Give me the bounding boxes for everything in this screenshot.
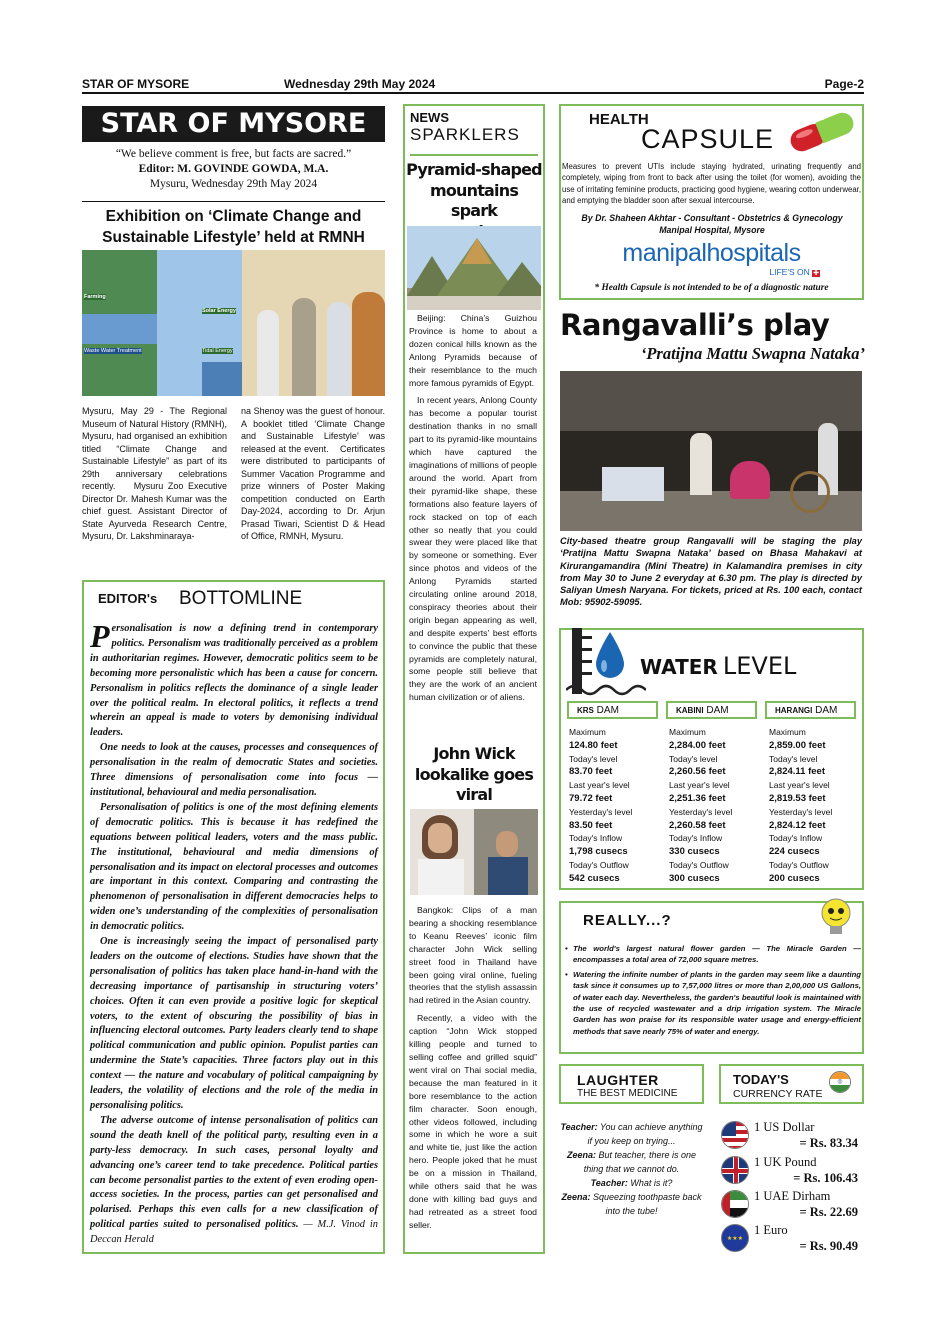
currency-value: = Rs. 106.43 [793, 1171, 858, 1185]
us-flag-icon [721, 1121, 749, 1149]
really-item: • The world's largest natural flower garden — The Miracle Garden — encompasses a total area of 72,000 square metres. [565, 944, 861, 965]
plus-icon: ✚ [813, 270, 819, 277]
uk-flag-icon [721, 1156, 749, 1184]
editorial-paragraph: ersonalisation is now a defining trend in contemporary politics. Personalism was traditionally perceived as a problem in authoritarian regimes. However, democratic politics seem to be becoming more personalistic which has been a cause for concern. Personalism in politics reflects the dominance of a single leader over the political realm. In electoral politics, it reflects a trend wherein an appeal is made to voters by demonising individual leaders. [90, 623, 378, 739]
editorial-paragraph: Personalisation of politics is one of the most defining elements of democratic politics. This is because it has redefined the equations between political leaders, voters and the mass public. The institutional, behavioural and media dimensions of personalisation and its impact on electoral processes and outcomes are important in this context. Comparing and contrasting the phenomenon of personalisation in different democracies helps to widen one’s understanding of the complexities of personalisation in democratic politics. [90, 801, 378, 933]
krs-dam-data: Maximum 124.80 feet Today's level 83.70 feet Last year's level 79.72 feet Yesterday's level 83.50 feet Today's Inflow 1,798 cusecs Today's Outflow 542 cusecs [569, 727, 633, 884]
manipal-tag-text: LIFE'S ON [769, 267, 810, 277]
john-wick-paragraph: Recently, a video with the caption “John Wick stopped killing people and turned to selling coffee and grilled squid” went viral on Thai social media, because the man featured in it bore resemblance to the action film character. Soon enough, other videos followed, including some in which he wore a suit and white tie, just like the action hero. People joked that he must be on a mission in Thailand, while others said that he was done with killing bad guys and had retreated as a street food seller. [409, 1013, 537, 1230]
editorial-paragraph: The adverse outcome of intense personalisation of politics can sound the death knell of the political party, resulting even in a party-less democracy. In such cases, personal loyalty and advancing one’s career tend to take precedence. Political parties can become personalist parties to the extent of even eroding open-access societies. In the process, parties can get personalised and polarised. Perhaps this even calls for a new classification of political parties suited to personalised politics. [90, 1114, 378, 1231]
currency-unit: 1 Euro [754, 1223, 788, 1237]
eu-flag-icon: ★★★ [721, 1224, 749, 1252]
photo-label: Solar Energy [202, 308, 236, 314]
dam-name-suffix: DAM [596, 705, 619, 716]
pyramid-paragraph: In recent years, Anlong County has become a popular tourist destination thanks in no small part to its pyramid-like mountains which have captured the imaginations of millions of people around the world. Apart from their pyramid-like shape, these formations also feature layers of rock stacked on top of each other so neatly that you could swear they were placed like that by someone or something. Ever since photos and videos of the Anlong Pyramids started circulating online around 2018, conspiracy theories about their origin began appearing as well, and despite experts’ best efforts to convince the public that these pyramids are completely natural, some people still believe that they are the work of an ancient human civilization or of aliens. [409, 395, 537, 703]
currency-aed [754, 1188, 858, 1220]
rangavalli-photo [560, 371, 862, 531]
currency-label-box [719, 1064, 864, 1104]
currency-sub: CURRENCY RATE [733, 1088, 823, 1100]
harangi-dam-label [765, 701, 856, 719]
harangi-dam-data: Maximum 2,859.00 feet Today's level 2,824.11 feet Last year's level 2,819.53 feet Yesterday's level 2,824.12 feet Today's Inflow 224 cusecs Today's Outflow 200 cusecs [769, 727, 833, 884]
page-header [82, 76, 864, 94]
really-label-box [559, 901, 864, 937]
health-label-bold: HEALTH [589, 111, 649, 128]
editorial-text [90, 618, 378, 1248]
editorial-label-bold: EDITOR's [98, 591, 158, 606]
laughter-sub: THE BEST MEDICINE [577, 1088, 678, 1099]
pyramid-photo [407, 226, 541, 310]
editorial-paragraph: One is increasingly seeing the impact of personalised party leaders on the outcome of elections. Studies have shown that the personalisation of politics has taken place hand-in-hand with the decreasing importance of partisanship in structuring voters’ choices. Often it can even provide a positive logic for skeptical voters, to the extent of obscuring the possibility of bias in influencing electoral outcomes. Party leaders clearly tend to shape political communication and public opinion. Populist parties can undermine the State’s capacities. Three factors play out in this context — the nature and vocabulary of political campaigning by leaders, the volatility of elections and the role of the media in personalising politics. [90, 936, 378, 1111]
pyramid-story [409, 312, 537, 704]
laughter-label: LAUGHTER [577, 1072, 659, 1088]
dam-name-suffix: DAM [706, 705, 729, 716]
currency-unit: 1 UK Pound [754, 1155, 817, 1169]
photo-label: Tidal Energy [202, 348, 233, 354]
currency-value: = Rs. 22.69 [799, 1205, 858, 1219]
kabini-dam-data: Maximum 2,284.00 feet Today's level 2,260.56 feet Last year's level 2,251.36 feet Yesterday's level 2,260.58 feet Today's Inflow 330 cusecs Today's Outflow 300 cusecs [669, 727, 733, 884]
dam-name-bold: KRS [577, 706, 594, 715]
water-label [640, 652, 796, 680]
exhibition-headline: Exhibition on ‘Climate Change and Sustainable Lifestyle’ held at RMNH [102, 208, 365, 246]
sparklers-label-bold: NEWS [410, 110, 449, 125]
health-body: Measures to prevent UTIs include staying hydrated, urinating frequently and completely, wiping from front to back after using the toilet (for women), avoiding the use of irritating feminine products, practicing good hygiene, wearing cotton underwear, and emptying the bladder soon after sexual intercourse. [562, 162, 861, 206]
editorial-credit: — M.J. Vinod in Deccan Herald [90, 1219, 378, 1246]
currency-label: TODAY'S [733, 1072, 789, 1087]
editorial-paragraph: One needs to look at the causes, processes and consequences of personalisation in the realm of democratic States and societies. Three dimensions of personalisation come into focus — institutional, behavioural and media personalisation. [90, 742, 378, 798]
john-wick-story [409, 904, 537, 1232]
laughter-joke: Teacher: You can achieve anything if you keep on trying... Zeena: But teacher, there is one thing that we cannot do. Teacher: What is it? Zeena: Squeezing toothpaste back into the tube! [560, 1122, 703, 1216]
currency-unit: 1 UAE Dirham [754, 1189, 831, 1203]
exhibition-photo [82, 250, 385, 396]
masthead-editor: Editor: M. GOVINDE GOWDA, M.A. [138, 163, 329, 175]
header-date: Wednesday 29th May 2024 [284, 77, 436, 91]
editorial-label-light: BOTTOMLINE [179, 588, 303, 609]
currency-usd [754, 1119, 858, 1151]
really-list [565, 943, 861, 1037]
john-wick-paragraph: Bangkok: Clips of a man bearing a shocking resemblance to Keanu Reeves’ iconic film character John Wick selling street food in Thailand have been going viral online, fueling theories that the stylish assassin had retired in the Asian country. [409, 905, 537, 1006]
really-item: • Watering the infinite number of plants in the garden may seem like a daunting task since it consumes up to 7,57,000 litres or more than 2,00,000 US Gallons, of water each day. Nevertheless, the garden's beautiful look is maintained with the use of recycled wastewater and a drip irrigation system. The Miracle Garden has won praise for its responsible water usage and energy-efficient methods that save nearly 75% of water and energy. [565, 969, 861, 1036]
pyramid-paragraph: Beijing: China’s Guizhou Province is home to about a dozen conical hills known as the Anlong Pyramids because of their resemblance to the much more famous pyramids of Egypt. [409, 313, 537, 388]
photo-label: Waste Water Treatment [84, 348, 142, 354]
photo-label: Farming [84, 294, 106, 300]
health-label-box [559, 104, 864, 156]
john-wick-photo [410, 809, 538, 895]
water-label-light: LEVEL [722, 652, 797, 680]
masthead-dateline: Mysuru, Wednesday 29th May 2024 [149, 178, 318, 190]
health-disclaimer: * Health Capsule is not intended to be of a diagnostic nature [594, 283, 829, 293]
editorial-label-box [82, 580, 385, 614]
header-paper-name: STAR OF MYSORE [82, 77, 190, 91]
rangavalli-subhead: ‘Pratijna Mattu Swapna Nataka’ [640, 344, 865, 363]
india-flag-icon: ◎ [829, 1071, 851, 1093]
header-page: Page-2 [824, 77, 864, 91]
john-wick-headline: John Wick lookalike goes viral [414, 744, 534, 804]
dam-name-bold: KABINI [676, 706, 704, 715]
currency-value: = Rs. 90.49 [799, 1239, 858, 1253]
sparklers-label-light: SPARKLERS [410, 125, 520, 144]
drop-cap: P [90, 618, 110, 654]
dam-name-suffix: DAM [815, 705, 838, 716]
water-label-bold: WATER [640, 655, 718, 679]
rangavalli-caption: City-based theatre group Rangavalli will be staging the play ‘Pratijna Mattu Swapna Nataka’ based on Bhasa Mahakavi at Kirurangamandira (Mini Theatre) in Kalamandira premises in city from May 30 to June 2 everyday at 6.30 pm. The play is directed by Saliyan Umesh Naryana. For tickets, priced at Rs. 100 each, contact Mob: 95902-59095. [560, 536, 862, 608]
manipal-logo: manipalhospitals [622, 239, 801, 267]
masthead-info [82, 147, 385, 192]
currency-unit: 1 US Dollar [754, 1120, 815, 1134]
dam-name-bold: HARANGI [775, 706, 813, 715]
rangavalli-headline: Rangavalli’s play [560, 308, 830, 342]
health-byline: By Dr. Shaheen Akhtar - Consultant - Obstetrics & Gynecology Manipal Hospital, Mysore [581, 213, 843, 235]
sparklers-label [410, 110, 538, 156]
currency-eur [754, 1222, 858, 1254]
capsule-icon [783, 109, 861, 155]
currency-gbp [754, 1154, 858, 1186]
exhibition-col-2: na Shenoy was the guest of honour. A booklet titled ‘Climate Change and Sustainable Lifestyle’ was released at the event. Certificates were distributed to participants of Summer Vacation Programme and prize winners of Poster Making competition conducted on Earth Day-2024, according to Dr. Arjun Prasad Tiwari, Scientist D & Head of Office, RMNH, Mysuru. [241, 406, 385, 541]
lightbulb-icon [811, 893, 861, 943]
water-drop-icon [566, 628, 646, 696]
masthead-motto: “We believe comment is free, but facts are sacred.” [115, 148, 352, 160]
laughter-label-box [559, 1064, 704, 1104]
manipal-tagline [700, 267, 820, 277]
currency-value: = Rs. 83.34 [799, 1136, 858, 1150]
exhibition-col-1: Mysuru, May 29 - The Regional Museum of Natural History (RMNH), Mysuru, had organised an exhibition titled “Climate Change and Sustainable Lifestyle” as part of its 29th anniversary celebrations recently. Mysuru Zoo Executive Director Dr. Mahesh Kumar was the chief guest. Assistant Director of State Ayurveda Research Centre, Mysuru, Dr. Lakshminaraya- [82, 406, 227, 541]
masthead-logo: STAR OF MYSORE [82, 106, 385, 142]
kabini-dam-label [666, 701, 757, 719]
pyramid-headline: Pyramid-shaped mountains spark [406, 160, 542, 220]
really-label: REALLY...? [583, 912, 672, 929]
pyramid-mountains-image [407, 226, 541, 310]
health-label-light: CAPSULE [641, 124, 775, 154]
uae-flag-icon [721, 1190, 749, 1218]
krs-dam-label [567, 701, 658, 719]
